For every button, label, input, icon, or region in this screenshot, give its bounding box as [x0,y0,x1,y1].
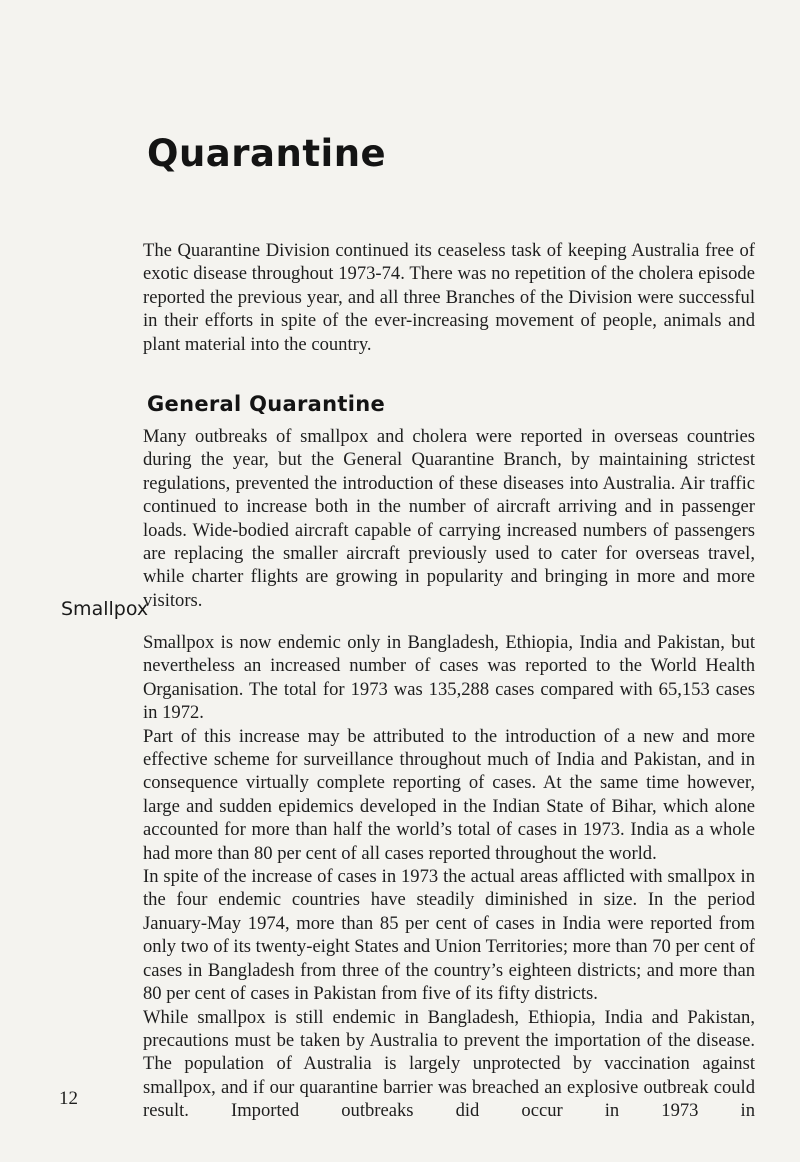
smallpox-paragraph-1: Smallpox is now endemic only in Bangladesh, Ethiopia, India and Pakistan, but nevertheless an increased number of cases was reported to the World Health Organisation. The total for 1973 was 135,288 cases compared with 65,153 cases in 1972. [143,632,755,724]
general-quarantine-block [143,425,755,612]
smallpox-block [143,631,755,1123]
smallpox-paragraph-4: While smallpox is still endemic in Bangladesh, Ethiopia, India and Pakistan, precautions must be taken by Australia to prevent the importation of the disease. The population of Australia is largely unprotected by vaccination against smallpox, and if our quarantine barrier was breached an explosive outbreak could result. Imported outbreaks did occur in 1973 in [143,1006,755,1122]
smallpox-paragraph-2: Part of this increase may be attributed to the introduction of a new and more effective scheme for surveillance throughout much of India and Pakistan, and in consequence virtually complete reporting of cases. At the same time however, large and sudden epidemics developed in the Indian State of Bihar, which alone accounted for more than half the world’s total of cases in 1973. India as a whole had more than 80 per cent of all cases reported throughout the world. [143,725,755,864]
intro-paragraph: The Quarantine Division continued its ceaseless task of keeping Australia free of exotic disease throughout 1973-74. There was no repetition of the cholera episode reported the previous year, and all three Branches of the Division were successful in their efforts in spite of the ever-increasing movement of people, animals and plant material into the country. [143,240,755,355]
side-heading-smallpox: Smallpox [61,598,149,620]
section-heading-general-quarantine: General Quarantine [147,392,385,416]
page-number: 12 [59,1088,78,1109]
general-quarantine-paragraph: Many outbreaks of smallpox and cholera were reported in overseas countries during the year, but the General Quarantine Branch, by maintaining strictest regulations, prevented the introduction of these diseases into Australia. Air traffic continued to increase both in the number of aircraft arriving and in passenger loads. Wide-bodied aircraft capable of carrying increased numbers of passengers are replacing the smaller aircraft previously used to cater for overseas travel, while charter flights are growing in popularity and bringing in more and more visitors. [143,426,755,611]
intro-block [143,239,755,356]
smallpox-paragraph-3: In spite of the increase of cases in 1973 the actual areas afflicted with smallpox in the four endemic countries have steadily diminished in size. In the period January-May 1974, more than 85 per cent of cases in India were reported from only two of its twenty-eight States and Union Territories; more than 70 per cent of cases in Bangladesh from three of the country’s eighteen districts; and more than 80 per cent of cases in Pakistan from five of its fifty districts. [143,866,755,1005]
page-title: Quarantine [147,132,387,175]
